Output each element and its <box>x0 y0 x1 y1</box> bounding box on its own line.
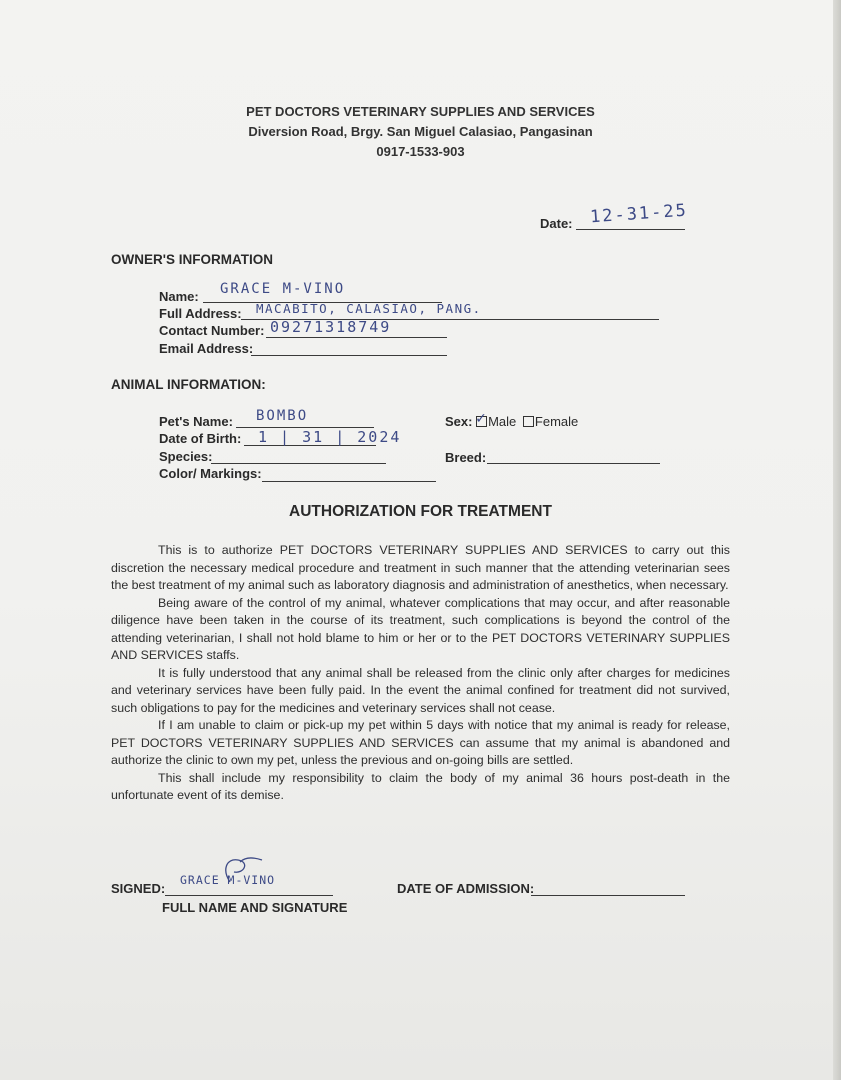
breed-label: Breed: <box>445 450 487 465</box>
pet-name-label: Pet's Name: <box>159 414 233 429</box>
owner-email-line <box>251 355 447 356</box>
sex-male-label: Male <box>488 414 517 429</box>
owner-contact-line <box>266 337 447 338</box>
pet-name-value[interactable]: BOMBO <box>256 408 309 424</box>
signature-caption: FULL NAME AND SIGNATURE <box>162 900 348 915</box>
sex-female-label: Female <box>534 414 579 429</box>
clinic-name: PET DOCTORS VETERINARY SUPPLIES AND SERVICES <box>246 104 595 119</box>
sex-label: Sex: <box>445 414 473 429</box>
owner-email-label: Email Address: <box>159 341 254 356</box>
color-label: Color/ Markings: <box>159 466 262 481</box>
owner-name-value[interactable]: GRACE M-VINO <box>220 281 346 297</box>
admission-label: DATE OF ADMISSION: <box>397 881 535 896</box>
authorization-paragraph: Being aware of the control of my animal, whatever complications that may occur, and after reasonable diligence have been taken in the course of its treatment, such complications is beyond the control of the attending veterinarian, I shall not hold blame to him or her or to the PET DOCTORS VETERINARY SUPPLIES AND SERVICES staffs. <box>111 595 730 662</box>
date-line <box>576 229 685 230</box>
admission-line <box>531 895 685 896</box>
dob-value[interactable]: 1 | 31 | 2024 <box>258 428 402 446</box>
signed-label: SIGNED: <box>111 881 166 896</box>
authorization-paragraph: It is fully understood that any animal shall be released from the clinic only after charges for medicines and veterinary services have been fully paid. In the event the animal confined for treatment did not survived, such obligations to pay for the medicines and veterinary services shall not cease. <box>111 665 730 715</box>
dob-label: Date of Birth: <box>159 431 242 446</box>
owner-contact-label: Contact Number: <box>159 323 265 338</box>
date-value[interactable]: 12-31-25 <box>589 200 689 228</box>
sex-field <box>445 410 579 429</box>
owner-address-value[interactable]: MACABITO, CALASIAO, PANG. <box>256 301 482 316</box>
signed-value[interactable]: GRACE M-VINO <box>180 873 276 887</box>
breed-line <box>487 463 660 464</box>
authorization-body <box>111 542 730 805</box>
authorization-paragraph: This is to authorize PET DOCTORS VETERINARY SUPPLIES AND SERVICES to carry out this discretion the necessary medical procedure and treatment in such manner that the attending veterinarian sees the best treatment of my animal such as laboratory diagnosis and administration of anesthetics, when necessary. <box>111 543 730 592</box>
page-edge-shadow <box>833 0 841 1080</box>
sex-male-checkbox[interactable] <box>475 410 487 427</box>
sex-female-checkbox[interactable] <box>523 416 534 427</box>
owner-address-label: Full Address: <box>159 306 242 321</box>
signature-line <box>165 895 333 896</box>
date-label: Date: <box>540 216 573 231</box>
owner-name-label: Name: <box>159 289 199 304</box>
authorization-paragraph: This shall include my responsibility to claim the body of my animal 36 hours post-death in the unfortunate event of its demise. <box>111 770 730 802</box>
animal-section-title: ANIMAL INFORMATION: <box>111 377 266 392</box>
authorization-title: AUTHORIZATION FOR TREATMENT <box>289 503 552 520</box>
color-line <box>262 481 436 482</box>
clinic-address: Diversion Road, Brgy. San Miguel Calasiao, Pangasinan <box>248 124 593 139</box>
species-label: Species: <box>159 449 213 464</box>
clinic-phone: 0917-1533-903 <box>376 144 465 159</box>
checkmark-icon: ✓ <box>475 410 487 426</box>
owner-section-title: OWNER'S INFORMATION <box>111 252 273 267</box>
authorization-paragraph: If I am unable to claim or pick-up my pet within 5 days with notice that my animal is ready for release, PET DOCTORS VETERINARY SUPPLIES AND SERVICES can assume that my animal is abandoned and authorize the clinic to own my pet, unless the previous and on-going bills are settled. <box>111 718 730 767</box>
owner-contact-value[interactable]: 09271318749 <box>270 318 392 336</box>
species-line <box>211 463 386 464</box>
